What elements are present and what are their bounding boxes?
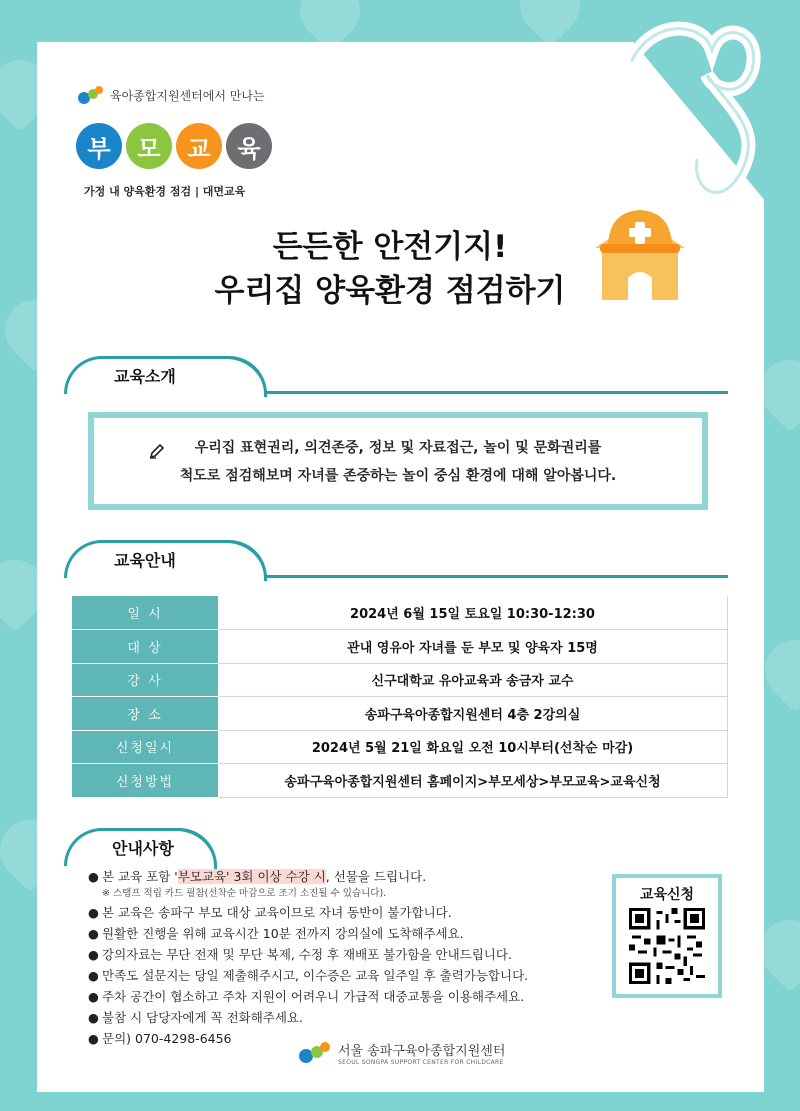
table-row [72,764,728,798]
qr-application-box[interactable] [612,874,722,998]
section-rule [264,575,728,578]
row-value: 송파구육아종합지원센터 4층 2강의실 [218,697,728,731]
bullet-icon: ● [88,905,99,920]
row-key: 강 사 [72,663,218,697]
section-rule [264,391,728,394]
badge-bu: 부 [76,123,122,169]
bullet-icon: ● [88,1031,99,1046]
bullet-icon: ● [88,989,99,1004]
notes-section-header [64,828,214,866]
list-item [88,986,608,1007]
note-text: 만족도 설문지는 당일 제출해주시고, 이수증은 교육 일주일 후 출력가능합니다. [102,968,529,983]
header-subtitle-text: 육아종합지원센터에서 만나는 [110,88,265,103]
row-value: 2024년 6월 15일 토요일 10:30-12:30 [218,596,728,630]
row-key: 신청방법 [72,764,218,798]
house-helmet-icon [580,200,700,320]
list-item [88,866,608,887]
notes-heading: 안내사항 [112,839,174,858]
bullet-icon: ● [88,947,99,962]
header-subtitle [76,84,265,106]
row-value: 2024년 5월 21일 화요일 오전 10시부터(선착순 마감) [218,730,728,764]
badge-mo: 모 [126,123,172,169]
list-item [88,944,608,965]
table-row [72,596,728,630]
info-heading: 교육안내 [114,551,176,570]
bullet-icon: ● [88,869,99,884]
list-item [88,1007,608,1028]
table-row [72,730,728,764]
qr-code-icon[interactable] [629,908,705,984]
intro-section-header [64,356,728,394]
pencil-icon [148,442,166,460]
table-row [72,697,728,731]
header-caption: 가정 내 양육환경 점검 | 대면교육 [84,185,246,198]
bullet-icon: ● [88,926,99,941]
note-text: 원활한 진행을 위해 교육시간 10분 전까지 강의실에 도착해주세요. [102,926,464,941]
info-section-header [64,540,728,578]
notes-list [88,866,608,1049]
note-text: 불참 시 담당자에게 꼭 전화해주세요. [102,1010,303,1025]
footer-center-name-en: SEOUL SONGPA SUPPORT CENTER FOR CHILDCARE [338,1059,504,1066]
row-key: 일 시 [72,596,218,630]
row-value: 송파구육아종합지원센터 홈페이지>부모세상>부모교육>교육신청 [218,764,728,798]
ribbon-decoration [612,20,762,220]
note-subtext: ※ 스탬프 적립 카드 필참(선착순 마감으로 조기 소진될 수 있습니다). [102,888,387,899]
footer-logo [296,1040,505,1066]
row-key: 대 상 [72,630,218,664]
center-logo-icon [296,1041,332,1065]
info-table [72,596,728,798]
note-text: 강의자료는 무단 전재 및 무단 복제, 수정 후 재배포 불가함을 안내드립니다. [102,947,512,962]
row-key: 신청일시 [72,730,218,764]
intro-text-line-2: 척도로 점검해보며 자녀를 존중하는 놀이 중심 환경에 대해 알아봅니다. [179,468,617,484]
footer-center-name: 서울 송파구육아종합지원센터 [338,1044,506,1059]
row-value: 관내 영유아 자녀를 둔 부모 및 양육자 15명 [218,630,728,664]
qr-title: 교육신청 [639,887,695,903]
intro-heading: 교육소개 [114,367,176,386]
intro-text-line-1: 우리집 표현권리, 의견존중, 정보 및 자료접근, 놀이 및 문화권리를 [194,440,602,456]
page-title [180,225,600,313]
row-key: 장 소 [72,697,218,731]
list-item [88,965,608,986]
title-line-1: 든든한 안전기지! [272,229,508,265]
table-row [72,630,728,664]
program-badges [76,123,272,169]
table-row [72,663,728,697]
bullet-icon: ● [88,968,99,983]
intro-box [88,412,708,510]
note-text: 본 교육 포함 '부모교육' 3회 이상 수강 시, 선물을 드립니다. [102,869,427,884]
badge-gyo: 교 [176,123,222,169]
badge-yuk: 육 [226,123,272,169]
highlight-text: 부모교육' 3회 이상 수강 시 [177,869,326,884]
bullet-icon: ● [88,1010,99,1025]
note-text: 주차 공간이 협소하고 주차 지원이 어려우니 가급적 대중교통을 이용해주세요. [102,989,525,1004]
list-item [88,923,608,944]
center-logo-icon [76,84,104,106]
contact-text: 문의) 070-4298-6456 [102,1031,232,1046]
list-item [88,902,608,923]
note-text: 본 교육은 송파구 부모 대상 교육이므로 자녀 동반이 불가합니다. [102,905,452,920]
row-value: 신구대학교 유아교육과 송금자 교수 [218,663,728,697]
title-line-2: 우리집 양육환경 점검하기 [214,273,566,309]
